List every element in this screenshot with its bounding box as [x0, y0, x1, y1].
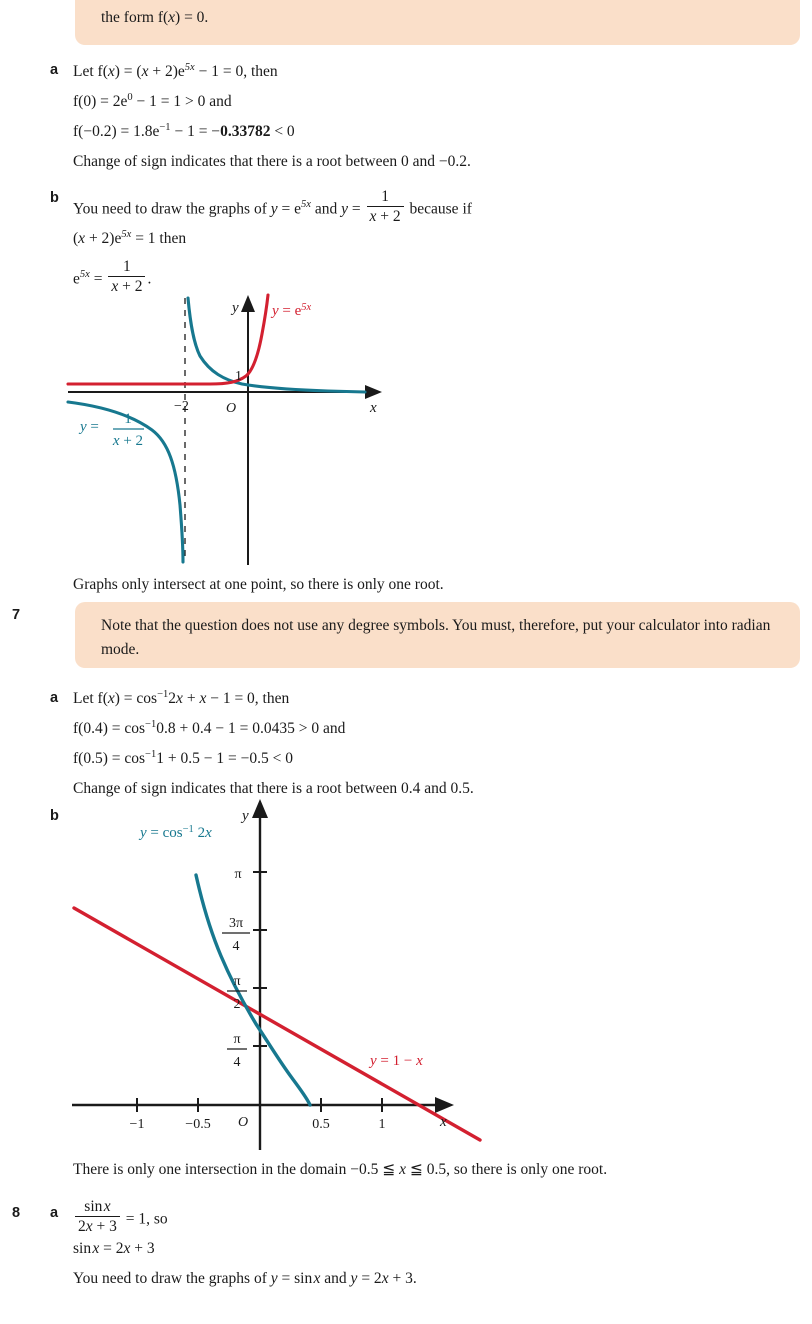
q7a-line-1: Let $f(x) = \cos^{-1}2x + x - 1 = 0$, then: [73, 688, 290, 707]
figure2-origin-label: O: [238, 1115, 249, 1130]
part-letter-6a: a: [50, 62, 59, 78]
figure1-label-reciprocal: [78, 411, 144, 449]
part-letter-6b: b: [50, 190, 59, 206]
figure1-tick-y-one: 1: [235, 369, 242, 384]
figure-exp-vs-reciprocal: [60, 290, 400, 565]
q6a-line-1: Let $f(x) = (x + 2)e^{5x} - 1 = 0$, then: [73, 61, 278, 80]
figure2-ylabel-3pi-over-4: [222, 916, 250, 954]
question-number-8: 8: [12, 1205, 21, 1221]
note-box-radian-mode: [75, 602, 800, 668]
figure2-xlabel-minus05: −0.5: [185, 1117, 211, 1132]
figure2-ylabel-pi-over-4: [227, 1032, 247, 1070]
figure2-xlabel-05: 0.5: [312, 1117, 330, 1132]
part-letter-7a: a: [50, 690, 59, 706]
svg-text:π: π: [233, 974, 241, 989]
part-letter-7b: b: [50, 808, 59, 824]
q7a-line-3: $f(0.5) = \cos^{-1}1 + 0.5 - 1 = -0.5 < 0$: [73, 748, 293, 767]
figure2-x-axis-arrow: [435, 1097, 454, 1113]
q8a-line-2: sin x = 2x + 3: [73, 1240, 155, 1257]
figure1-tick-minus-2: −2: [174, 399, 189, 414]
q8a-line-3: You need to draw the graphs of y = sin x and y = 2x + 3.: [73, 1270, 417, 1287]
q6a-line-4: Change of sign indicates that there is a root between 0 and −0.2.: [73, 153, 471, 170]
figure2-ylabel-pi: π: [234, 867, 242, 882]
svg-text:1: 1: [124, 411, 132, 427]
svg-text:π: π: [233, 1032, 241, 1047]
figure2-y-axis-arrow: [252, 799, 268, 818]
curve-arccos-2x: [196, 875, 310, 1105]
y-axis-arrow: [241, 295, 255, 312]
q7a-line-4: Change of sign indicates that there is a root between 0.4 and 0.5.: [73, 780, 474, 797]
figure2-label-arccos: $y = \cos^{-1} 2x$: [140, 824, 212, 841]
question-number-7: 7: [12, 607, 21, 623]
note-box-continuation: [75, 0, 800, 45]
figure1-x-axis-label: x: [370, 400, 377, 416]
q6b-line-1: You need to draw the graphs of $y = e^{5x}$ and y = $\frac{1}{x + 2}$ because if: [73, 188, 472, 226]
figure2-y-axis-label: y: [242, 808, 249, 824]
figure2-xlabel-1: 1: [378, 1117, 386, 1132]
figure2-label-line: y = 1 − x: [370, 1053, 423, 1069]
svg-text:3π: 3π: [228, 916, 244, 931]
x-axis-arrow: [365, 385, 382, 399]
figure-arccos-vs-line: [60, 790, 480, 1150]
q8a-line-1: $\frac{\text{sin x}}{2x + 3}$ = 1, so: [73, 1198, 168, 1236]
figure2-x-axis-label: x: [440, 1114, 447, 1130]
figure1-svg: [60, 290, 400, 565]
figure1-y-axis-label: y: [232, 300, 239, 316]
note-continuation-text: the form f(x) = 0.: [101, 9, 209, 26]
svg-text:2: 2: [233, 997, 241, 1012]
figure1-label-exponential: $y = e^{5x}$: [272, 302, 312, 319]
note-radian-mode-text: Note that the question does not use any degree symbols. You must, therefore, put your calculator into radian mode.: [101, 617, 771, 659]
svg-text:y =: y =: [80, 419, 99, 435]
figure1-origin-label: O: [226, 401, 237, 416]
q7a-line-2: $f(0.4) = \cos^{-1}0.8 + 0.4 - 1 = 0.0435 > 0$ and: [73, 718, 346, 737]
q6a-line-3: $f(-0.2) = 1.8e^{-1} - 1 = -0.33782 < 0$: [73, 121, 295, 140]
figure2-svg: [60, 790, 480, 1150]
svg-text:4: 4: [233, 1055, 241, 1070]
part-letter-8a: a: [50, 1205, 59, 1221]
svg-text:4: 4: [232, 939, 240, 954]
q7-conclusion: There is only one intersection in the domain −0.5 ≦ x ≦ 0.5, so there is only one root.: [73, 1161, 608, 1178]
q6a-line-2: $f(0) = 2e^0 - 1 = 1 > 0$ and: [73, 91, 232, 110]
q6-conclusion: Graphs only intersect at one point, so there is only one root.: [73, 576, 444, 593]
q6b-line-3: $e^{5x}$ = $\frac{1}{x + 2}$ .: [73, 258, 152, 296]
svg-text:x + 2: x + 2: [112, 433, 144, 449]
figure2-xlabel-minus1: −1: [129, 1117, 145, 1132]
q6b-line-2: $(x + 2)e^{5x} = 1$ then: [73, 228, 187, 247]
